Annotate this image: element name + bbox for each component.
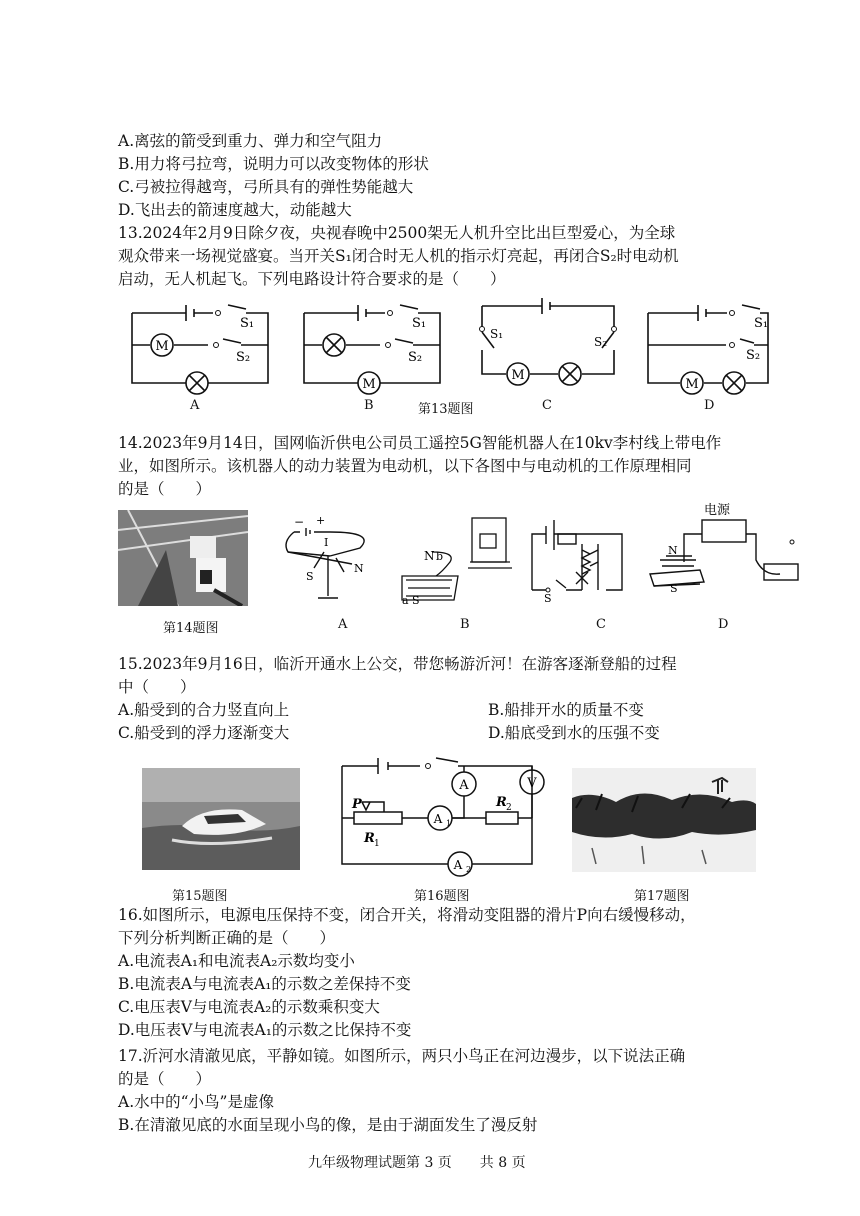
ammeter-a2-subscript: 2 — [466, 865, 472, 874]
r1-subscript: 1 — [374, 839, 380, 849]
q13-label-b: B — [364, 398, 374, 413]
power-source-label: 电源 — [704, 503, 731, 518]
q13-stem-line-2: 观众带来一场视觉盛宴。当开关S₁闭合时无人机的指示灯亮起，再闭合S₂时电动机 — [118, 247, 679, 265]
s-pole-label: S — [306, 570, 314, 583]
q13-circuit-a — [128, 295, 278, 395]
ammeter-a1-subscript: 1 — [446, 819, 452, 828]
q16-option-a: A.电流表A₁和电流表A₂示数均变小 — [118, 952, 355, 970]
q15-stem-line-2: 中（ ） — [118, 678, 196, 696]
s2-label: S₂ — [594, 335, 608, 349]
r2-subscript: 2 — [506, 803, 512, 813]
q15-option-b: B.船排开水的质量不变 — [488, 701, 644, 719]
q16-option-c: C.电压表V与电流表A₂的示数乘积变大 — [118, 998, 380, 1016]
q14-figure-c — [526, 514, 634, 604]
q13-stem-line-1: 13.2024年2月9日除夕夜，央视春晚中2500架无人机升空比出巨型爱心，为全球 — [118, 224, 676, 242]
q14-label-b: B — [460, 617, 470, 632]
q14-robot-photo — [118, 510, 248, 606]
q14-stem-line-3: 的是（ ） — [118, 480, 212, 498]
q14-label-a: A — [338, 617, 348, 632]
q13-figure-caption: 第13题图 — [418, 402, 474, 417]
b-label: b — [436, 550, 444, 563]
q13-circuit-b — [300, 295, 450, 395]
s1-label: S₁ — [490, 327, 504, 341]
s1-label: S₁ — [240, 316, 255, 331]
q14-figure-a — [280, 512, 384, 602]
q17-figure-caption: 第17题图 — [634, 889, 690, 904]
q15-figure-caption: 第15题图 — [172, 889, 228, 904]
motor-label: M — [362, 377, 376, 392]
s1-label: S₁ — [412, 316, 427, 331]
q15-boat-photo — [142, 768, 300, 870]
q16-circuit — [336, 756, 552, 880]
q13-label-c: C — [542, 398, 552, 413]
page-footer: 九年级物理试题第 3 页 共 8 页 — [308, 1155, 526, 1171]
q14-figure-d — [640, 500, 806, 604]
q15-option-d: D.船底受到水的压强不变 — [488, 724, 660, 742]
s-label: S — [412, 594, 420, 607]
q14-label-d: D — [718, 617, 729, 632]
motor-label: M — [511, 368, 525, 383]
s2-label: S₂ — [408, 350, 423, 365]
n-label: N — [668, 544, 678, 557]
s2-label: S₂ — [746, 348, 761, 363]
q17-stem-line-2: 的是（ ） — [118, 1070, 212, 1088]
q17-option-b: B.在清澈见底的水面呈现小鸟的像，是由于湖面发生了漫反射 — [118, 1116, 538, 1134]
q12-option-b: B.用力将弓拉弯，说明力可以改变物体的形状 — [118, 155, 429, 173]
q14-stem-line-2: 业，如图所示。该机器人的动力装置为电动机，以下各图中与电动机的工作原理相同 — [118, 457, 692, 475]
q15-option-c: C.船受到的浮力逐渐变大 — [118, 724, 290, 742]
q15-options-row-2 — [118, 722, 660, 744]
q17-stem-line-1: 17.沂河水清澈见底，平静如镜。如图所示，两只小鸟正在河边漫步，以下说法正确 — [118, 1047, 686, 1065]
q14-label-c: C — [596, 617, 606, 632]
s-label: S — [670, 582, 678, 595]
a-label: a — [402, 594, 409, 607]
q17-birds-photo — [572, 768, 756, 872]
q16-option-d: D.电压表V与电流表A₁的示数之比保持不变 — [118, 1021, 412, 1039]
motor-label: M — [685, 377, 699, 392]
q13-circuit-d — [642, 295, 792, 395]
q15-stem-line-1: 15.2023年9月16日，临沂开通水上公交，带您畅游沂河！在游客逐渐登船的过程 — [118, 655, 677, 673]
svg-text:+: + — [316, 514, 326, 527]
slider-p-label: P — [352, 797, 362, 812]
svg-text:−: − — [294, 515, 305, 529]
q17-option-a: A.水中的“小鸟”是虚像 — [118, 1093, 274, 1111]
s2-label: S₂ — [236, 350, 251, 365]
motor-label: M — [155, 339, 169, 354]
voltmeter-v-label: V — [527, 776, 537, 791]
q14-stem-line-1: 14.2023年9月14日，国网临沂供电公司员工遥控5G智能机器人在10kv李村线上带电作 — [118, 434, 722, 452]
current-label: I — [324, 536, 329, 549]
q15-option-a: A.船受到的合力竖直向上 — [118, 701, 290, 719]
q12-option-c: C.弓被拉得越弯，弓所具有的弹性势能越大 — [118, 178, 414, 196]
q14-figure-caption: 第14题图 — [163, 621, 219, 636]
q15-options-row-1 — [118, 699, 644, 721]
q12-option-d: D.飞出去的箭速度越大，动能越大 — [118, 201, 352, 219]
q14-figure-b — [398, 512, 518, 606]
ammeter-a1-label: A — [433, 812, 443, 826]
q13-stem-line-3: 启动，无人机起飞。下列电路设计符合要求的是（ ） — [118, 270, 506, 288]
r2-label: R — [496, 795, 507, 810]
r1-label: R — [364, 831, 375, 846]
s1-label: S₁ — [754, 316, 769, 331]
n-label: N — [424, 549, 435, 563]
switch-label: S — [544, 592, 552, 605]
q12-option-a: A.离弦的箭受到重力、弹力和空气阻力 — [118, 132, 383, 150]
q16-stem-line-1: 16.如图所示，电源电压保持不变，闭合开关，将滑动变阻器的滑片P向右缓慢移动， — [118, 906, 696, 924]
ammeter-a-label: A — [459, 778, 469, 793]
q13-label-d: D — [704, 398, 715, 413]
q16-stem-line-2: 下列分析判断正确的是（ ） — [118, 929, 336, 947]
ammeter-a2-label: A — [453, 858, 463, 872]
q13-circuit-c — [474, 292, 624, 392]
n-pole-label: N — [354, 562, 364, 575]
q16-option-b: B.电流表A与电流表A₁的示数之差保持不变 — [118, 975, 411, 993]
q13-label-a: A — [190, 398, 200, 413]
q16-figure-caption: 第16题图 — [414, 889, 470, 904]
